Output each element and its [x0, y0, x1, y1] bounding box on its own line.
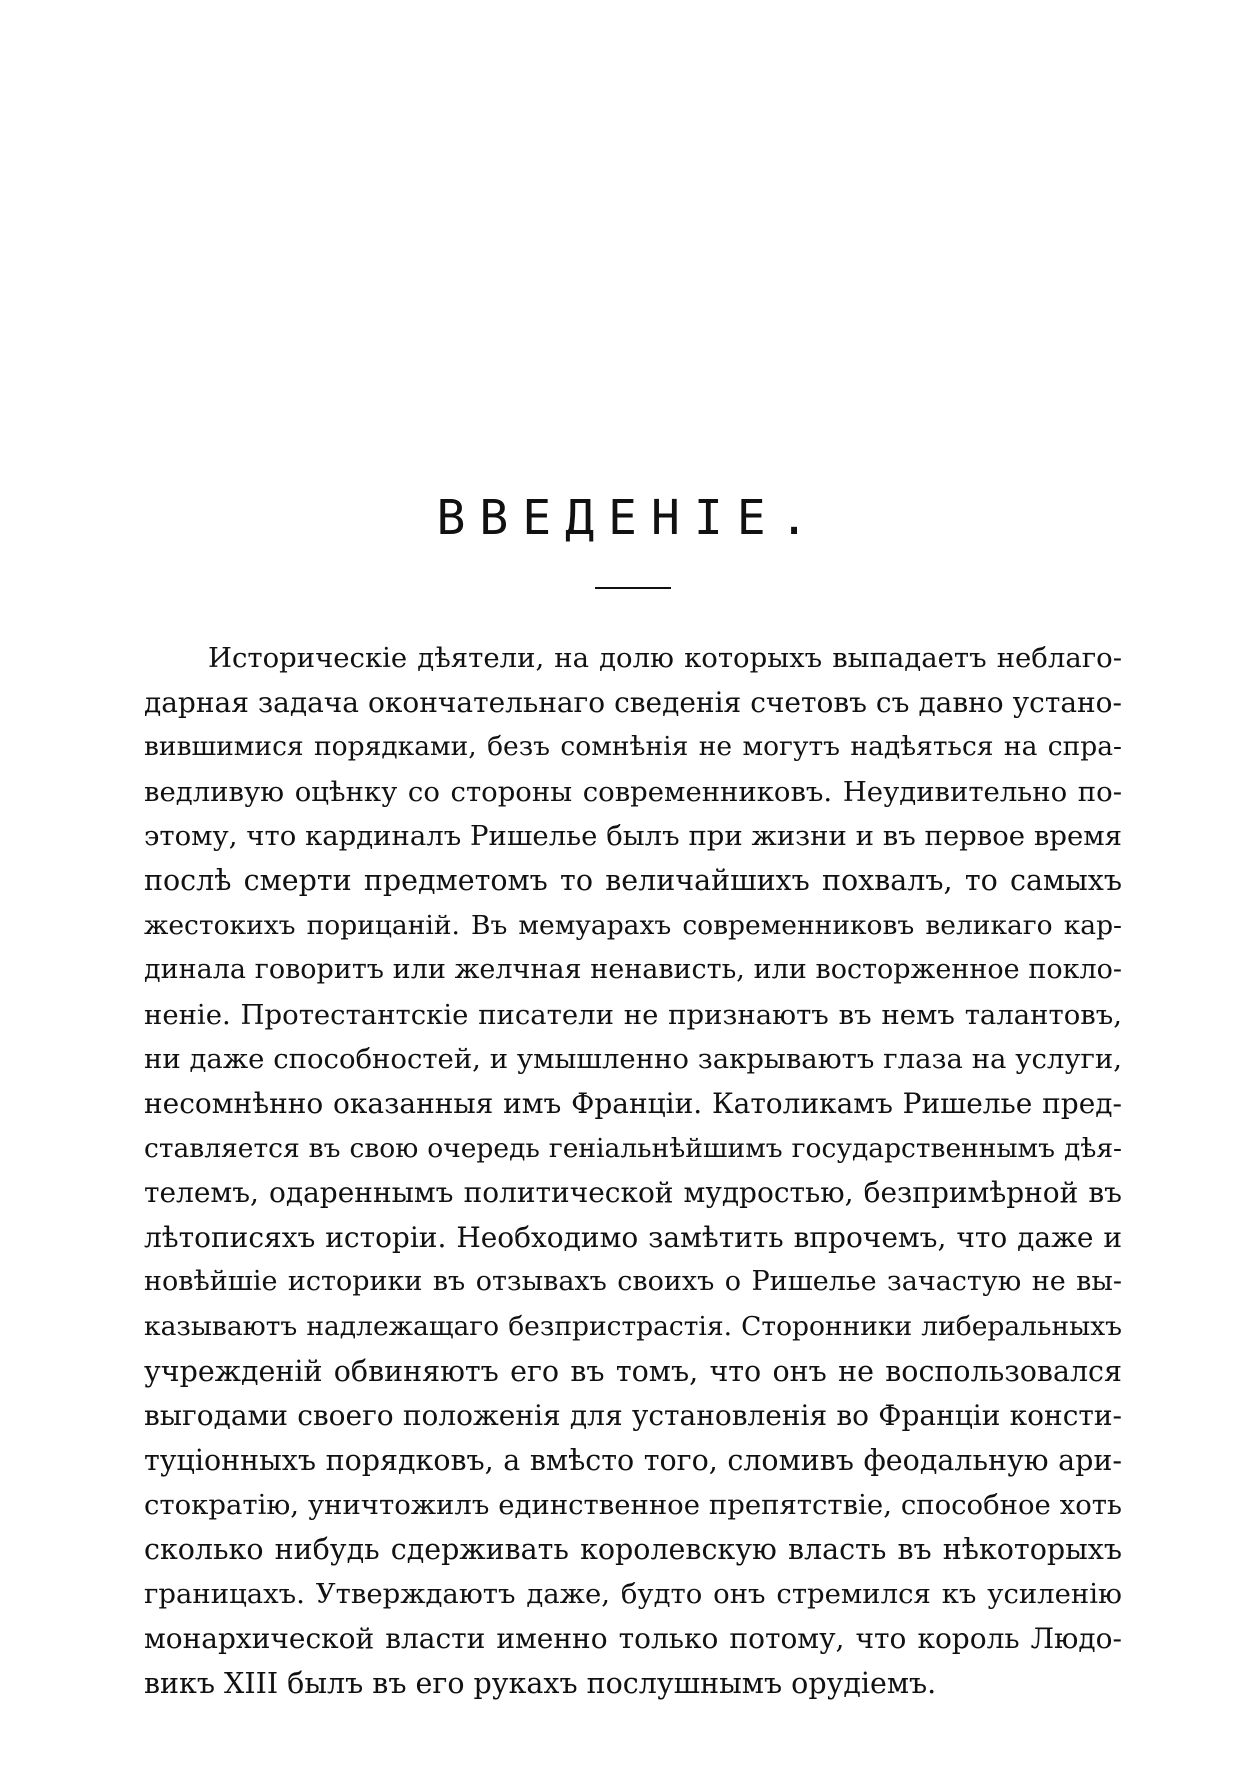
text-line: сколько нибудь сдерживать королевскую власть въ нѣкоторыхъ [144, 1532, 1122, 1566]
text-line: казываютъ надлежащаго безпристрастія. Сторонники либеральныхъ [144, 1310, 1122, 1342]
text-line: учрежденій обвиняютъ его въ томъ, что онъ не воспользовался [144, 1354, 1122, 1388]
text-line: этому, что кардиналъ Ришелье былъ при жизни и въ первое время [144, 820, 1122, 853]
chapter-heading: ВВЕДЕНІЕ. [436, 490, 823, 546]
text-line: границахъ. Утверждаютъ даже, будто онъ стремился къ усиленію [144, 1578, 1122, 1611]
text-line: послѣ смерти предметомъ то величайшихъ похвалъ, то самыхъ [144, 863, 1122, 897]
text-line: Историческіе дѣятели, на долю которыхъ выпадаетъ неблаго- [208, 642, 1122, 674]
text-line: лѣтописяхъ исторіи. Необходимо замѣтить впрочемъ, что даже и [144, 1220, 1122, 1254]
text-line: неніе. Протестантскіе писатели не признаютъ въ немъ талантовъ, [144, 998, 1122, 1031]
text-line: стократію, уничтожилъ единственное препятствіе, способное хоть [144, 1489, 1122, 1522]
text-line: викъ XIII былъ въ его рукахъ послушнымъ орудіемъ. [144, 1666, 937, 1700]
text-line: монархической власти именно только потому, что король Людо- [144, 1622, 1122, 1656]
paragraph [144, 636, 1122, 1706]
text-line: дарная задача окончательнаго сведенія счетовъ съ давно устано- [144, 685, 1122, 719]
text-line: жестокихъ порицаній. Въ мемуарахъ современниковъ великаго кар- [144, 909, 1122, 941]
text-line: вившимися порядками, безъ сомнѣнія не могутъ надѣяться на спра- [144, 731, 1122, 763]
text-line: выгодами своего положенія для установленія во Франціи консти- [144, 1399, 1122, 1433]
text-line: динала говоритъ или желчная ненависть, или восторженное покло- [144, 954, 1122, 986]
text-line: новѣйшіе историки въ отзывахъ своихъ о Ришелье зачастую не вы- [144, 1266, 1122, 1298]
text-line: несомнѣнно оказанныя имъ Франціи. Католикамъ Ришелье пред- [144, 1086, 1122, 1120]
heading-divider [595, 587, 671, 589]
text-line: туціонныхъ порядковъ, а вмѣсто того, сломивъ феодальную ари- [144, 1443, 1122, 1477]
text-line: ставляется въ свою очередь геніальнѣйшимъ государственнымъ дѣя- [144, 1132, 1122, 1164]
text-line: ни даже способностей, и умышленно закрываютъ глаза на услуги, [144, 1043, 1122, 1076]
text-line: ведливую оцѣнку со стороны современниковъ. Неудивительно по- [144, 775, 1122, 808]
text-line: телемъ, одареннымъ политической мудростью, безпримѣрной въ [144, 1176, 1122, 1210]
